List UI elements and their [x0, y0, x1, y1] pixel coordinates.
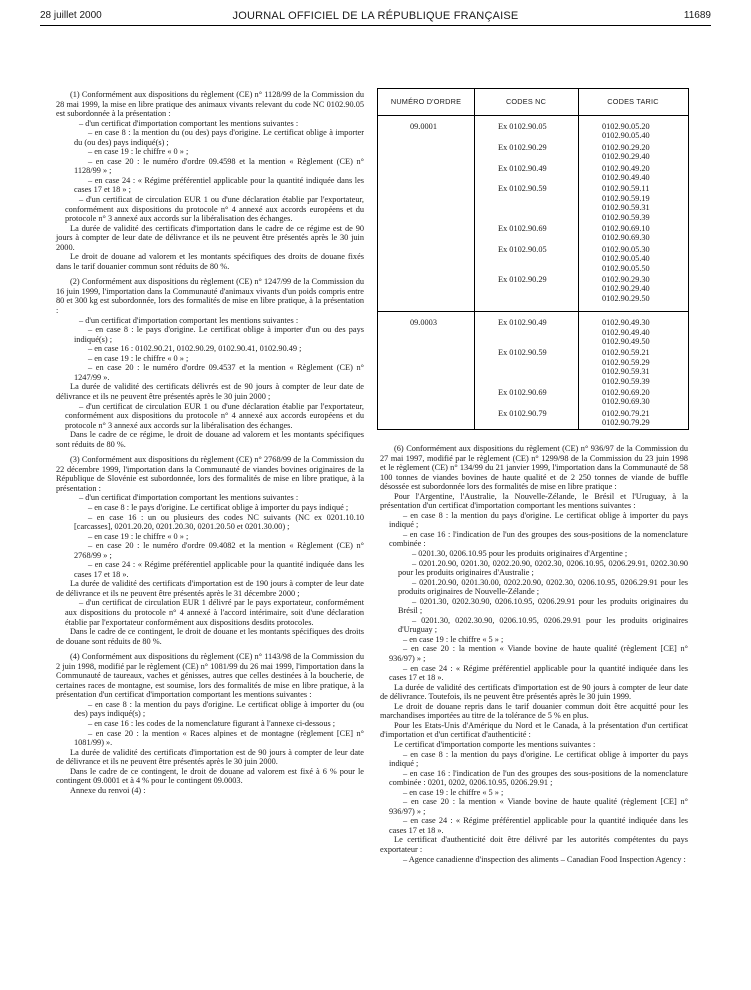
s6-paragraph: La durée de validité des certificats d'importation est de 90 jours à compter de leur date de délivrance. Toutefois, ils ne peuvent être présentés après le 30 juin 1999. [380, 682, 688, 702]
s6-paragraph: Pour l'Argentine, l'Australie, la Nouvelle-Zélande, le Brésil et l'Uruguay, à la présentation d'un certificat d'importation comportant les mentions suivantes : [380, 491, 688, 511]
s1-paragraph: Le droit de douane ad valorem et les montants spécifiques des droits de douane fixés dans le tarif douanier commun sont réduits de 80 %. [56, 252, 364, 271]
s6-bullet: – en case 16 : l'indication de l'un des groupes des sous-positions de la nomenclature combinée : [389, 529, 688, 549]
table-nc-code: Ex 0102.90.29 [498, 142, 547, 152]
s6-sub-bullet: – 0201.20.90, 0201.30.00, 0202.20.90, 0202.30, 0206.10.95, 0206.29.91 pour les produits originaires de Nouvelle-Zélande ; [398, 577, 688, 597]
s4-paragraph: Dans le cadre de ce contingent, le droit de douane ad valorem est fixé à 6 % pour le contingent 09.0001 et à 4 % pour le contingent 09.0003. [56, 766, 364, 786]
s4-sub-bullet: – en case 8 : la mention du pays d'origine. Le certificat oblige à importer du (ou des) pays indiqué(s) ; [74, 699, 364, 719]
table-taric-code: 0102.90.69.30 [602, 397, 650, 407]
left-column [56, 90, 364, 795]
table-taric-code: 0102.90.79.21 [602, 408, 650, 418]
table-nc-code: Ex 0102.90.29 [498, 275, 547, 284]
s1-sub-bullet: – en case 8 : la mention du (ou des) pays d'origine. Le certificat oblige à importer du (ou des) pays indiqué(s) ; [74, 128, 364, 147]
s2-sub-bullet: – en case 19 : le chiffre « 0 » ; [88, 353, 189, 363]
right-column [380, 444, 688, 864]
annex-table [377, 88, 689, 430]
s3-paragraph: La durée de validité des certificats d'importation est de 190 jours à compter de leur date de délivrance et ils ne peuvent être présentés après le 31 décembre 2000 ; [56, 579, 364, 598]
table-taric-code: 0102.90.05.40 [602, 131, 650, 141]
table-taric-code: 0102.90.05.40 [602, 254, 650, 264]
s6-bullet: – en case 24 : « Régime préférentiel applicable pour la quantité indiquée dans les cases 17 et 18 ». [389, 816, 688, 835]
table-header-nc: CODES NC [505, 97, 547, 106]
s3-sub-bullet: – en case 20 : le numéro d'ordre 09.4082 et la mention « Règlement (CE) n° 2768/99 » ; [74, 541, 364, 560]
table-taric-code: 0102.90.49.40 [602, 327, 650, 337]
s2-paragraph: La durée de validité des certificats délivrés est de 90 jours à compter de leur date de délivrance et ils ne peuvent être présentés après le 30 juin 2000 ; [56, 382, 364, 401]
table-taric-code: 0102.90.05.20 [602, 122, 650, 131]
s6-bullet: – en case 20 : la mention « Viande bovine de haute qualité (règlement [CE] n° 936/97) » ; [389, 797, 688, 816]
s1-bullet: – d'un certificat de circulation EUR 1 ou d'une déclaration établie par l'exportateur, conformément aux dispositions du protocole n° 4 annexé aux accords européens et du protocole n° 3 annexé aux accords sur la libéralisation des échanges. [65, 195, 364, 224]
s1-intro: (1) Conformément aux dispositions du règlement (CE) n° 1128/99 de la Commission du 28 mai 1999, la mise en libre pratique des animaux vivants relevant du code NC 0102.90.05 est subordonnée à la présentation : [56, 90, 364, 119]
s6-sub-bullet: – 0201.30, 0202.30.90, 0206.10.95, 0206.29.91 pour les produits originaires d'Uruguay ; [398, 615, 688, 635]
s3-bullet: – d'un certificat de circulation EUR 1 délivré par le pays exportateur, conformément aux dispositions du protocole n° 4 annexé à l'accord intérimaire, soit d'une déclaration établie par l'exportateur conformément aux dispositions desdits protocoles. [65, 598, 364, 627]
s6-bullet: – en case 8 : la mention du pays d'origine. Le certificat oblige à importer du pays indiqué ; [389, 749, 688, 769]
table-nc-code: Ex 0102.90.79 [498, 408, 547, 418]
s3-bullet: – d'un certificat d'importation comportant les mentions suivantes : [79, 493, 299, 503]
table-taric-code: 0102.90.59.11 [602, 184, 650, 194]
s6-paragraph: Le droit de douane repris dans le tarif douanier commun doit être acquitté pour les marchandises importées au titre de la tolérance de 5 % en plus. [380, 701, 688, 721]
s4-paragraph: La durée de validité des certificats d'importation est de 90 jours à compter de leur date de délivrance et ils ne peuvent être présentés après le 30 juin 2000. [56, 747, 364, 767]
table-nc-code: Ex 0102.90.49 [498, 163, 547, 173]
table-taric-code: 0102.90.49.30 [602, 318, 650, 328]
s2-bullet: – d'un certificat d'importation comportant les mentions suivantes : [79, 315, 299, 325]
table-taric-code: 0102.90.29.40 [602, 284, 650, 294]
table-taric-code: 0102.90.05.50 [602, 263, 650, 273]
table-taric-code: 0102.90.49.40 [602, 173, 650, 182]
s6-bullet: – Agence canadienne d'inspection des aliments – Canadian Food Inspection Agency : [403, 854, 686, 864]
table-nc-code: Ex 0102.90.49 [498, 318, 547, 328]
s2-bullet: – d'un certificat de circulation EUR 1 ou d'une déclaration établie par l'exportateur, conformément aux dispositions du protocole n° 4 annexé aux accords européens et du protocole n° 3 annexé aux accords sur la libéralisation des échanges. [65, 401, 364, 430]
s1-sub-bullet: – en case 24 : « Régime préférentiel applicable pour la quantité indiquée dans les cases 17 et 18 » ; [74, 175, 364, 195]
table-taric-code: 0102.90.59.21 [602, 348, 650, 358]
table-taric-code: 0102.90.59.39 [602, 376, 650, 386]
page-number: 11689 [683, 10, 711, 21]
table-nc-code: Ex 0102.90.05 [498, 244, 547, 254]
table-order-number: 09.0003 [410, 318, 437, 328]
s6-bullet: – en case 19 : le chiffre « 5 » ; [403, 634, 504, 644]
s6-sub-bullet: – 0201.20.90, 0201.30, 0202.20.90, 0202.30, 0206.10.95, 0206.29.91, 0202.30.90 pour les produits originaires d'Australie ; [398, 558, 688, 578]
s6-bullet: – en case 20 : la mention « Viande bovine de haute qualité (règlement [CE] n° 936/97) » ; [389, 644, 688, 664]
s2-sub-bullet: – en case 16 : 0102.90.21, 0102.90.29, 0102.90.41, 0102.90.49 ; [88, 344, 302, 354]
s6-bullet: – en case 24 : « Régime préférentiel applicable pour la quantité indiquée dans les cases 17 et 18 ». [389, 663, 688, 683]
table-nc-code: Ex 0102.90.59 [498, 184, 547, 194]
s6-bullet: – en case 8 : la mention du pays d'origine. Le certificat oblige à importer du pays indiqué ; [389, 510, 688, 530]
table-order-number: 09.0001 [410, 122, 437, 131]
s3-sub-bullet: – en case 24 : « Régime préférentiel applicable pour la quantité indiquée dans les cases 17 et 18 ». [74, 560, 364, 579]
s6-paragraph: Le certificat d'authenticité doit être délivré par les autorités compétentes du pays exportateur : [380, 835, 688, 854]
s3-sub-bullet: – en case 8 : le pays d'origine. Le certificat oblige à importer du pays indiqué ; [88, 502, 349, 512]
s6-bullet: – en case 16 : l'indication de l'un des groupes des sous-positions de la nomenclature combinée : 0201, 0202, 0206.10.95, 0206.29.91 ; [389, 768, 688, 788]
s6-bullet: – en case 19 : le chiffre « 5 » ; [403, 787, 504, 797]
s4-sub-bullet: – en case 16 : les codes de la nomenclature figurant à l'annexe ci-dessous ; [88, 719, 336, 728]
s6-sub-bullet: – 0201.30, 0206.10.95 pour les produits originaires d'Argentine ; [412, 549, 628, 559]
table-group-rule [378, 311, 688, 312]
table-header-rule [378, 115, 688, 116]
table-taric-code: 0102.90.29.50 [602, 293, 650, 303]
s3-sub-bullet: – en case 19 : le chiffre « 0 » ; [88, 531, 189, 541]
table-taric-code: 0102.90.69.10 [602, 224, 650, 233]
table-column-rule [578, 89, 579, 429]
table-taric-code: 0102.90.59.31 [602, 203, 650, 213]
table-taric-code: 0102.90.59.29 [602, 357, 650, 367]
table-taric-code: 0102.90.49.50 [602, 337, 650, 346]
table-taric-code: 0102.90.29.20 [602, 142, 650, 152]
s4-annex-label: Annexe du renvoi (4) : [70, 785, 146, 795]
table-taric-code: 0102.90.69.20 [602, 388, 650, 397]
header-date: 28 juillet 2000 [40, 10, 102, 21]
s2-paragraph: Dans le cadre de ce régime, le droit de douane ad valorem et les montants spécifiques sont réduits de 80 %. [56, 430, 364, 449]
s4-sub-bullet: – en case 20 : la mention « Races alpines et de montagne (règlement [CE] n° 1081/99) ». [74, 728, 364, 748]
table-nc-code: Ex 0102.90.69 [498, 224, 547, 233]
table-taric-code: 0102.90.29.30 [602, 275, 650, 284]
table-taric-code: 0102.90.59.31 [602, 367, 650, 377]
table-taric-code: 0102.90.69.30 [602, 233, 650, 243]
table-header-order: NUMÉRO D'ORDRE [390, 97, 462, 106]
s1-paragraph: La durée de validité des certificats d'importation dans le cadre de ce régime est de 90 jours à compter de leur date de délivrance et ils ne peuvent être présentés après le 30 juin 2000. [56, 223, 364, 252]
s6-paragraph: Le certificat d'importation comporte les mentions suivantes : [394, 739, 596, 749]
s4-intro: (4) Conformément aux dispositions du règlement (CE) n° 1143/98 de la Commission du 2 juin 1998, modifié par le règlement (CE) n° 1081/99 du 26 mai 1999, l'importation dans la Communauté de taureaux, vaches et génisses, autres que celles destinées à la boucherie, de certaines races de montagne, est soumise, lors des formalités de mise en libre pratique, à la présentation d'un certificat d'importation comportant les mentions suivantes : [56, 652, 364, 700]
table-taric-code: 0102.90.05.30 [602, 244, 650, 254]
journal-title: JOURNAL OFFICIEL DE LA RÉPUBLIQUE FRANÇAISE [232, 10, 519, 22]
table-header-taric: CODES TARIC [607, 97, 659, 106]
table-taric-code: 0102.90.29.40 [602, 152, 650, 162]
header-rule [40, 25, 711, 26]
table-taric-code: 0102.90.59.39 [602, 212, 650, 222]
s2-intro: (2) Conformément aux dispositions du règlement (CE) n° 1247/99 de la Commission du 16 juin 1999, l'importation dans la Communauté d'animaux vivants d'un poids compris entre 80 et 300 kg est subordonnée, lors des formalités de mise en libre pratique, à la présentation : [56, 277, 364, 316]
s6-sub-bullet: – 0201.30, 0202.30.90, 0206.10.95, 0206.29.91 pour les produits originaires du Brésil ; [398, 596, 688, 616]
table-taric-code: 0102.90.59.19 [602, 193, 650, 203]
page-header [40, 10, 711, 26]
table-taric-code: 0102.90.49.20 [602, 163, 650, 173]
table-nc-code: Ex 0102.90.59 [498, 348, 547, 358]
table-nc-code: Ex 0102.90.69 [498, 388, 547, 397]
s1-sub-bullet: – en case 19 : le chiffre « 0 » ; [88, 147, 189, 157]
s3-intro: (3) Conformément aux dispositions du règlement (CE) n° 2768/99 de la Commission du 22 décembre 1999, l'importation dans la Communauté de viandes bovines originaires de la République de Slovénie est subordonnée, lors des formalités de mise en libre pratique, à la présentation : [56, 455, 364, 493]
s1-sub-bullet: – en case 20 : le numéro d'ordre 09.4598 et la mention « Règlement (CE) n° 1128/99 » ; [74, 156, 364, 176]
s2-sub-bullet: – en case 20 : le numéro d'ordre 09.4537 et la mention « Règlement (CE) n° 1247/99 ». [74, 363, 364, 382]
s6-intro: (6) Conformément aux dispositions du règlement (CE) n° 936/97 de la Commission du 27 mai 1997, modifié par le règlement (CE) n° 1299/98 de la Commission du 23 juin 1998 et le règlement (CE) n° 134/99 du 21 janvier 1999, l'importation dans la Communauté de 58 100 tonnes de viandes bovines de haute qualité et de 2 250 tonnes de viande de buffle désossée est subordonnée lors des formalités de mise en libre pratique : [380, 444, 688, 492]
s3-paragraph: Dans le cadre de ce contingent, le droit de douane et les montants spécifiques des droits de douane sont réduits de 80 %. [56, 627, 364, 646]
table-taric-code: 0102.90.79.29 [602, 418, 650, 428]
table-column-rule [474, 89, 475, 429]
s3-sub-bullet: – en case 16 : un ou plusieurs des codes NC suivants (NC ex 0201.10.10 [carcasses], 0201.20.20, 0201.20.30, 0201.20.50 et 0201.30.00) ; [74, 512, 364, 532]
s2-sub-bullet: – en case 8 : le pays d'origine. Le certificat oblige à importer d'un ou des pays indiqué(s) ; [74, 325, 364, 344]
s1-bullet: – d'un certificat d'importation comportant les mentions suivantes : [79, 118, 299, 128]
table-nc-code: Ex 0102.90.05 [498, 122, 547, 131]
s6-paragraph: Pour les Etats-Unis d'Amérique du Nord et le Canada, à la présentation d'un certificat d'importation et d'un certificat d'authenticité : [380, 720, 688, 740]
